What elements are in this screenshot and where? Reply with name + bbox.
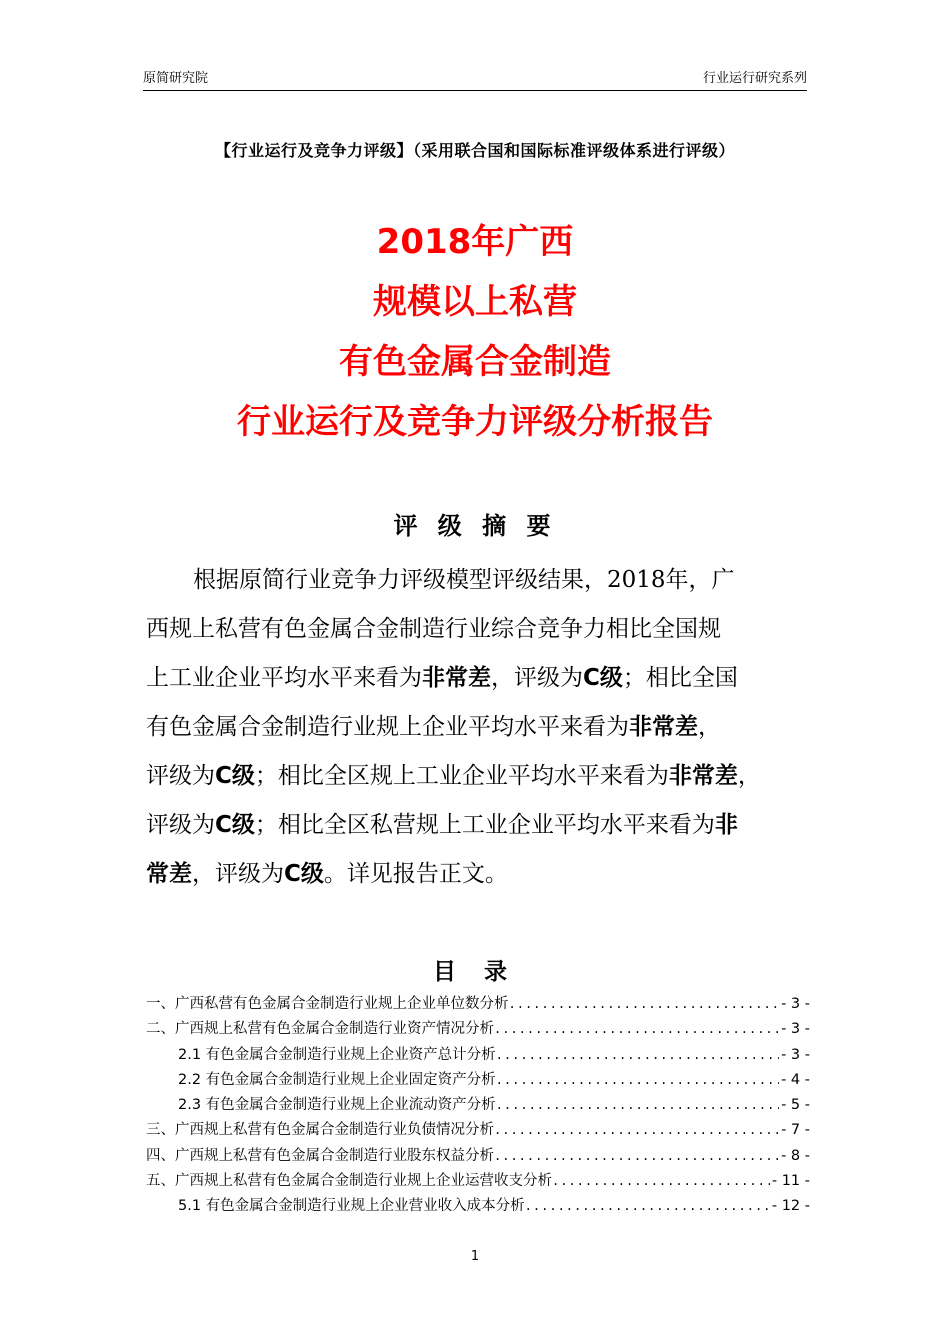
title-line-1: 2018年广西 [376, 222, 574, 262]
toc-entry-page: - 7 - [781, 1122, 810, 1139]
summary-text: 西规上私营有色金属合金制造行业综合竞争力相比全国规 [146, 616, 721, 642]
summary-heading: 评 级 摘 要 [393, 512, 557, 540]
toc-entry-title: 2.1 有色金属合金制造行业规上企业资产总计分析 [178, 1046, 496, 1063]
toc-entry[interactable] [146, 1093, 810, 1118]
summary-paragraph [146, 556, 814, 899]
summary-line [146, 850, 814, 899]
toc-entry[interactable] [146, 1118, 810, 1143]
summary-text: ， [698, 714, 721, 740]
summary-emphasis: 非常差 [668, 763, 738, 789]
toc-entry-page: - 12 - [771, 1198, 810, 1215]
toc-entry-page: - 8 - [781, 1147, 810, 1164]
toc-entry[interactable] [146, 1043, 810, 1068]
toc-entry-title: 四、广西规上私营有色金属合金制造行业股东权益分析 [146, 1147, 494, 1164]
toc-entry-page: - 3 - [781, 1021, 810, 1038]
summary-emphasis: 非常差 [422, 665, 491, 691]
summary-emphasis: C级 [215, 812, 255, 838]
toc-entry[interactable] [146, 1068, 810, 1093]
toc-entry[interactable] [146, 992, 810, 1017]
summary-line [146, 654, 814, 703]
toc-entry[interactable] [146, 1169, 810, 1194]
summary-emphasis: C级 [215, 763, 255, 789]
rating-system-line: 【行业运行及竞争力评级】（采用联合国和国际标准评级体系进行评级） [214, 141, 735, 160]
toc-dot-leader [552, 1169, 770, 1194]
toc-dot-leader [509, 992, 780, 1017]
header-series-name: 行业运行研究系列 [702, 71, 807, 86]
toc-dot-leader [496, 1093, 779, 1118]
summary-text: 根据原简行业竞争力评级模型评级结果，2018年，广 [193, 567, 735, 593]
toc-dot-leader [496, 1068, 779, 1093]
toc-entry-page: - 3 - [781, 1046, 810, 1063]
summary-emphasis: C级 [583, 665, 623, 691]
summary-text: ，评级为 [491, 665, 583, 691]
toc-dot-leader [494, 1017, 779, 1042]
toc-entry[interactable] [146, 1017, 810, 1042]
toc-entry-title: 五、广西规上私营有色金属合金制造行业规上企业运营收支分析 [146, 1173, 552, 1190]
toc-entry-page: - 3 - [781, 996, 810, 1012]
toc-entry-page: - 4 - [781, 1071, 810, 1088]
toc-entry-title: 一、广西私营有色金属合金制造行业规上企业单位数分析 [146, 996, 509, 1012]
summary-text: 评级为 [146, 812, 215, 838]
toc-dot-leader [494, 1118, 779, 1143]
summary-line [146, 556, 814, 605]
toc-entry-page: - 11 - [771, 1173, 810, 1190]
summary-text: ， [737, 763, 761, 789]
toc-entry[interactable] [146, 1144, 810, 1169]
summary-text: 评级为 [146, 763, 215, 789]
summary-line [146, 752, 814, 801]
title-line-4: 行业运行及竞争力评级分析报告 [237, 402, 713, 442]
header-org-name: 原简研究院 [143, 71, 209, 86]
toc-entry-title: 二、广西规上私营有色金属合金制造行业资产情况分析 [146, 1021, 494, 1038]
summary-text: ；相比全国 [622, 665, 738, 691]
toc-entry-page: - 5 - [781, 1097, 810, 1114]
toc-heading: 目 录 [432, 959, 517, 985]
toc-dot-leader [525, 1194, 770, 1219]
summary-line [146, 605, 814, 654]
title-line-3: 有色金属合金制造 [339, 342, 611, 382]
summary-emphasis: 常差 [146, 861, 192, 887]
summary-text: ；相比全区规上工业企业平均水平来看为 [254, 763, 669, 789]
summary-text: 上工业企业平均水平来看为 [146, 665, 422, 691]
page-header [143, 66, 807, 91]
summary-text: 。详见报告正文。 [323, 861, 508, 887]
summary-text: ；相比全区私营规上工业企业平均水平来看为 [254, 812, 715, 838]
summary-line [146, 703, 814, 752]
summary-text: ，评级为 [192, 861, 284, 887]
table-of-contents [146, 992, 810, 1220]
toc-entry-title: 三、广西规上私营有色金属合金制造行业负债情况分析 [146, 1122, 494, 1139]
summary-emphasis: 非 [714, 812, 738, 838]
toc-dot-leader [496, 1043, 779, 1068]
title-line-2: 规模以上私营 [373, 282, 577, 322]
toc-entry-title: 2.2 有色金属合金制造行业规上企业固定资产分析 [178, 1071, 496, 1088]
page-number: 1 [470, 1249, 480, 1264]
toc-entry[interactable] [146, 1194, 810, 1219]
toc-dot-leader [494, 1144, 779, 1169]
summary-emphasis: 非常差 [629, 714, 698, 740]
summary-line [146, 801, 814, 850]
summary-emphasis: C级 [284, 861, 324, 887]
toc-entry-title: 5.1 有色金属合金制造行业规上企业营业收入成本分析 [178, 1198, 525, 1215]
report-title [60, 212, 890, 452]
summary-text: 有色金属合金制造行业规上企业平均水平来看为 [146, 714, 629, 740]
toc-entry-title: 2.3 有色金属合金制造行业规上企业流动资产分析 [178, 1097, 496, 1114]
